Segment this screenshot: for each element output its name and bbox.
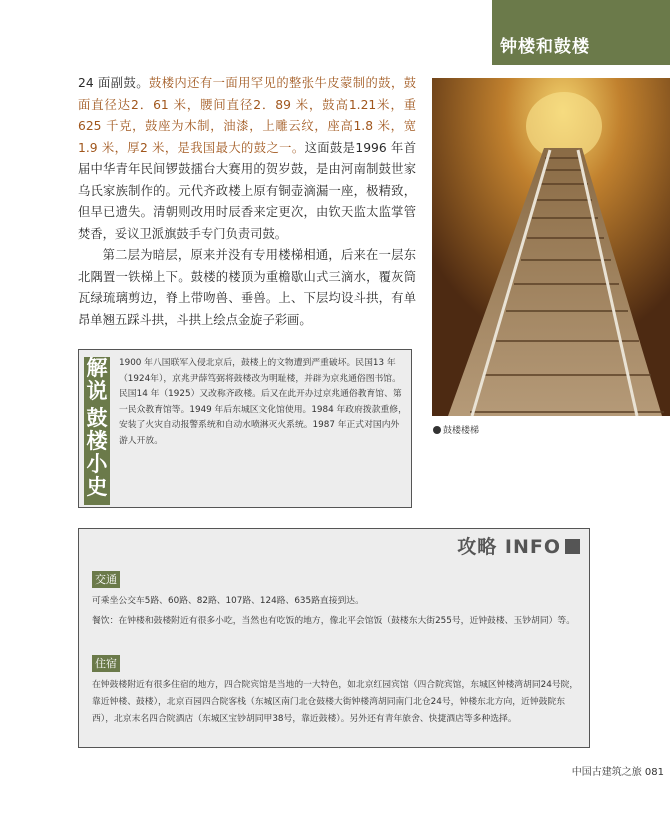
sidebar-text: 1900 年八国联军入侵北京后，鼓楼上的文物遭到严重破坏。民国13 年（1924年），京兆尹薛笃弼将鼓楼改为明耻楼，并辟为京兆通俗图书馆。民国14 年（1925）又改称齐政楼。后又在此开办过京兆通俗教育馆、第一民众教育馆等。1949 年后东城区文化馆使用。1984 年政府拨款重修，安装了火灾自动报警系统和自动水喷淋灭火系统。1987 年正式对国内外游人开放。 — [119, 358, 407, 446]
sidebar-label — [84, 357, 110, 505]
transport-text: 可乘坐公交车5路、60路、82路、107路、124路、635路直接到达。 — [92, 596, 364, 606]
dining-text: 餐饮：在钟楼和鼓楼附近有很多小吃，当然也有吃饭的地方，像北平会馆饭（鼓楼东大街255号，近钟鼓楼、玉钞胡同）等。 — [92, 616, 576, 626]
page-title: 钟楼和鼓楼 — [500, 37, 590, 57]
info-title-text: 攻略 INFO — [457, 536, 561, 558]
sidebar-label-line1: 解说 — [86, 356, 108, 403]
staircase-photo — [432, 78, 670, 416]
article-paragraph-2: 第二层为暗层，原来并没有专用楼梯相通，后来在一层东北隅置一铁梯上下。鼓楼的楼顶为重檐歇山式三滴水，覆灰筒瓦绿琉璃剪边，脊上带吻兽、垂兽。上、下层均设斗拱，有单昂单翘五踩斗拱，斗拱上绘点金旋子彩画。 — [78, 248, 416, 327]
info-title — [457, 532, 580, 559]
article-paragraph-1 — [78, 73, 416, 245]
page-footer: 中国古建筑之旅 081 — [571, 767, 664, 778]
history-sidebar — [78, 349, 412, 508]
header-bar — [492, 0, 670, 65]
caption-bullet-icon — [433, 426, 441, 434]
info-box — [78, 528, 590, 748]
square-icon — [565, 539, 580, 554]
paragraph-1-rest: 这面鼓是1996 年首届中华青年民间锣鼓擂台大赛用的贺岁鼓，是由河南制鼓世家乌氏家族制作的。元代齐政楼上原有铜壶滴漏一座，极精致，但早已遗失。清朝则改用时辰香来定更次，由钦天监太监掌管焚香，妥议卫派旗鼓手专门负责司鼓。 — [78, 140, 416, 241]
article-body — [78, 73, 416, 331]
caption-text: 鼓楼楼梯 — [443, 426, 480, 436]
drum-highlight-text: 鼓楼内还有一面用罕见的整张牛皮蒙制的鼓，鼓面直径达2．61 米，腰间直径2．89 米，鼓高1.21米，重625 千克，鼓座为木制，油漆，上雕云纹，座高1.8 米，宽1.9 米，厚2 米，是我国最大的鼓之一。 — [78, 76, 416, 155]
lodging-text: 在钟鼓楼附近有很多住宿的地方，四合院宾馆是当地的一大特色，如北京红园宾馆（四合院宾馆，东城区钟楼湾胡同24号院，靠近钟楼、鼓楼），北京百园四合院客栈（东城区南门北仓鼓楼大街钟楼湾胡同南门北仓24号，钟楼东北方向，近钟鼓院东西），北京末名四合院酒店（东城区宝钞胡同甲38号，靠近鼓楼）。另外还有青年旅舍、快捷酒店等多种选择。 — [92, 680, 579, 724]
lodging-tag: 住宿 — [92, 655, 120, 672]
paragraph-1-lead: 24 面副鼓。 — [78, 76, 149, 90]
sidebar-label-line2: 鼓楼小史 — [86, 406, 108, 499]
transport-tag: 交通 — [92, 571, 120, 588]
photo-caption — [433, 423, 479, 436]
